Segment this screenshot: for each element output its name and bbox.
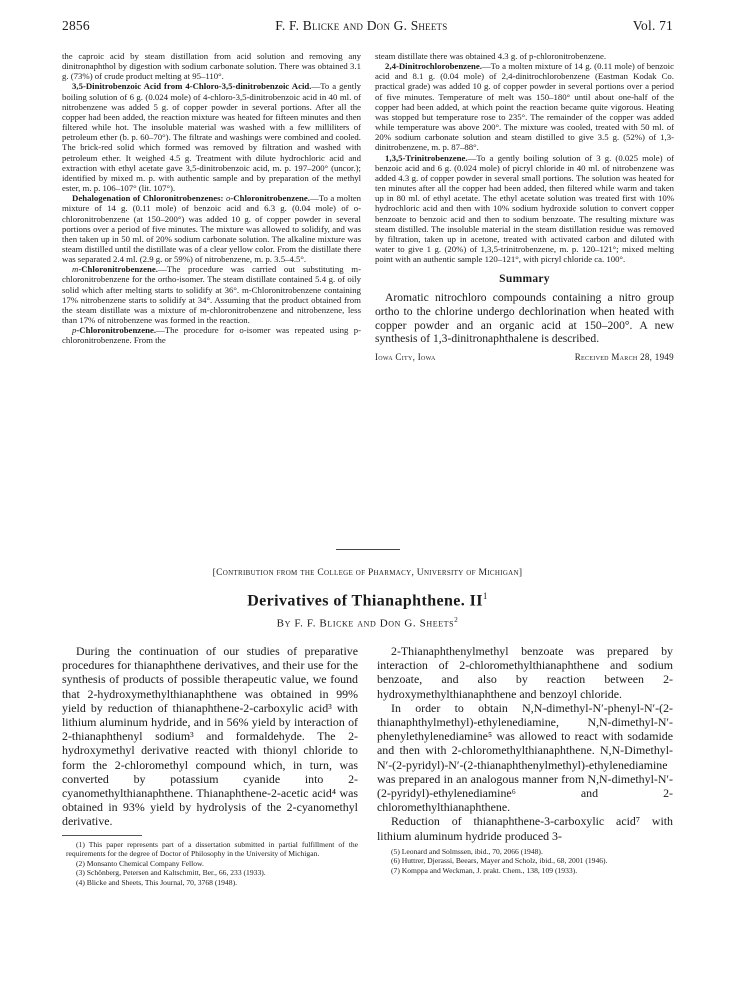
procedure-heading: -Chloronitrobenzene.	[76, 325, 157, 336]
byline-text: By F. F. Blicke and Don G. Sheets	[276, 617, 455, 630]
procedure-heading-italic: m	[72, 264, 79, 275]
article-column-right	[377, 644, 673, 876]
procedure-heading: -Chloronitrobenzene.	[78, 264, 158, 275]
footnote-2: (2) Monsanto Chemical Company Fellow.	[76, 858, 204, 868]
footnote-4: (4) Blicke and Sheets, This Journal, 70, 3768 (1948).	[76, 878, 237, 888]
procedure-heading: 1,3,5-Trinitrobenzene.	[385, 152, 468, 163]
footnote-7: (7) Komppa and Weckman, J. prakt. Chem., 138, 109 (1933).	[391, 866, 578, 876]
byline	[62, 616, 673, 630]
summary-text: Aromatic nitrochloro compounds containing a nitro group ortho to the chlorine undergo dechlorination when heated with copper powder and an organic acid at 150–200°. A new synthesis of 1,3-dinitronaphthalene is described.	[375, 291, 674, 346]
footnote-5: (5) Leonard and Solmssen, ibid., 70, 2066 (1948).	[391, 846, 543, 856]
article-paragraph: In order to obtain N,N-dimethyl-N′-phenyl-N′-(2-thianaphthylmethyl)-ethylenediamine, N,N-dimethyl-N′-phenylethylenediamine⁵ was allowed to react with sodamide and then with 2-chloromethylthianaphthene. N,N-Dimethyl-N′-(2-pyridyl)-N′-(2-thianaphthenylmethyl)-ethylenediamine was prepared in an analogous manner from N,N-dimethyl-N′-(2-pyridyl)-ethylenediamine⁶ and 2-chloromethylthianaphthene.	[377, 700, 673, 815]
procedure-heading-italic: o	[225, 193, 231, 204]
page-number: 2856	[62, 18, 90, 33]
summary-heading: Summary	[499, 273, 550, 286]
title-footnote-marker: 1	[482, 591, 488, 601]
section-divider	[336, 549, 400, 550]
contribution-line: [Contribution from the College of Pharmacy, University of Michigan]	[212, 568, 523, 578]
procedure-heading: 2,4-Dinitrochlorobenzene.	[385, 61, 482, 72]
procedure-body: —To a molten mixture of 14 g. (0.11 mole) of benzoic acid and 6.3 g. (0.04 mole) of o-chloronitrobenzene (at 150–200°) was added 10 g. of copper powder in several portions over a period of five minutes. The mixture was allowed to solidify, and was then taken up in 50 ml. of 20% sodium carbonate solution. The alkaline mixture was steam distilled until the distillate was of a clear yellow color. From the distillate there was separated 2.4 ml. (2.9 g. or 59%) of nitrobenzene, m. p. 3.5–4.5°.	[62, 193, 362, 265]
volume-label: Vol. 71	[632, 18, 673, 33]
experimental-column-left	[62, 51, 361, 346]
procedure-o-chloronitrobenzene	[62, 193, 361, 264]
experimental-column-right	[375, 51, 674, 362]
city-label: Iowa City, Iowa	[375, 351, 436, 362]
footnote-3: (3) Schönberg, Petersen and Kaltschmitt, Ber., 66, 233 (1933).	[76, 868, 266, 878]
byline-footnote-marker: 2	[454, 616, 459, 624]
article-paragraph: During the continuation of our studies of preparative procedures for thianaphthene derivatives, and their use for the synthesis of products of possible therapeutic value, we found that 2-hydroxymethylthianaphthene was obtained in 99% yield by reduction of thianaphthene-2-carboxylic acid³ with lithium aluminum hydride, and in 56% yield by interaction of 2-thianaphthenyl sodium³ and formaldehyde. The 2-hydroxymethyl derivative reacted with thionyl chloride to form the 2-chloromethyl compound which, in turn, was converted by potassium cyanide into 2-cyanomethylthianaphthene. Thianaphthene-2-acetic acid⁴ was obtained in 93% yield by hydrolysis of the 2-cyanomethyl derivative.	[62, 644, 358, 829]
article-title-text: Derivatives of Thianaphthene. II	[247, 592, 483, 610]
procedure-dinitrobenzoic	[62, 81, 361, 193]
procedure-heading: Dehalogenation of Chloronitrobenzenes:	[72, 193, 224, 204]
procedure-heading-italic: p	[72, 325, 77, 336]
procedure-dinitrochlorobenzene	[375, 61, 674, 152]
procedure-heading: 3,5-Dinitrobenzoic Acid from 4-Chloro-3,5-dinitrobenzoic Acid.	[72, 81, 312, 92]
received-date: Received March 28, 1949	[574, 351, 674, 362]
footnote-6: (6) Huttrer, Djerassi, Beears, Mayer and Scholz, ibid., 68, 2001 (1946).	[391, 856, 608, 866]
procedure-m-chloronitrobenzene	[62, 264, 361, 325]
procedure-body: —To a gently boiling solution of 6 g. (0.024 mole) of 4-chloro-3,5-dinitrobenzoic acid in 40 ml. of nitrobenzene was added 5 g. of copper powder in several portions. After all the copper had been added, the reaction mixture was heated for fifteen minutes and then filtered while hot. The insoluble material was washed with a few milliliters of petroleum ether (b. p. 60–70°). The filtrate and washings were combined and cooled. The brick-red solid which formed was removed by filtration and washed with petroleum ether. It weighed 4.5 g. Treatment with dilute hydrochloric acid and extraction with ethyl acetate gave 3,5-dinitrobenzoic acid, m. p. 197–200° (uncor.); identified by mixed m. p. with authentic sample and by preparation of the methyl ester, m. p. 106–107° (lit. 107°).	[62, 81, 361, 194]
footnote-separator	[62, 835, 142, 836]
running-authors: F. F. Blicke and Don G. Sheets	[275, 18, 448, 33]
article-paragraph: 2-Thianaphthenylmethyl benzoate was prepared by interaction of 2-chloromethylthianaphthene and sodium benzoate, and also by reaction between 2-hydroxymethylthianaphthene and benzoyl chloride.	[377, 644, 673, 701]
affiliation-line	[375, 352, 674, 362]
continued-paragraph: steam distillate there was obtained 4.3 g. of p-chloronitrobenzene.	[375, 51, 607, 61]
article-column-left	[62, 644, 358, 888]
procedure-p-chloronitrobenzene	[62, 325, 361, 345]
procedure-body: —To a molten mixture of 14 g. (0.11 mole) of benzoic acid and 8.1 g. (0.04 mole) of 2,4-dinitrochlorobenzene (Eastman Kodak Co. practical grade) was added 10 g. of copper powder in several portions over a period of five minutes. Temperature of melt was 150–180° until about one-half of the copper had been added, at which point the reaction became quite vigorous. Heating was stopped but temperature rose to 235°. The remainder of the copper was added while temperature was above 200°. The mixture was cooled, treated with 50 ml. of 20% sodium carbonate solution and steam distilled to give 3.5 g. (52%) of 1,3-dinitrobenzene, m. p. 87–88°.	[375, 61, 674, 153]
running-header	[62, 18, 673, 34]
continued-paragraph: the caproic acid by steam distillation from acid solution and removing any dinitronaphthol by digestion with sodium carbonate solution. There was obtained 3.1 g. (73%) of crude product melting at 95–110°.	[62, 51, 361, 82]
procedure-body: —The procedure was carried out substituting m-chloronitrobenzene for the ortho-isomer. The steam distillate contained 5.4 g. of oily solid which after melting starts to solidify at 36°. m-Chloronitrobenzene containing 17% nitrobenzene starts to solidify at 34°. Assuming that the product obtained from the steam distillate was a mixture of m-chloronitrobenzene and nitrobenzene, less than 17% of nitrobenzene was formed in the reaction.	[62, 264, 361, 326]
procedure-heading: -Chloronitrobenzene.	[230, 193, 310, 204]
article-paragraph: Reduction of thianaphthene-3-carboxylic acid⁷ with lithium aluminum hydride produced 3-	[377, 814, 673, 843]
footnote-1: (1) This paper represents part of a dissertation submitted in partial fulfillment of the requirements for the degree of Doctor of Philosophy in the University of Michigan.	[66, 839, 358, 859]
procedure-trinitrobenzene	[375, 153, 674, 265]
procedure-body: —To a gently boiling solution of 3 g. (0.025 mole) of benzoic acid and 6 g. (0.024 mole) of picryl chloride in 40 ml. of nitrobenzene was added 4.3 g. of copper powder in several small portions. The solution was heated for ten minutes after all the copper had been added, then filtered while warm and taken up in 80 ml. of ethyl acetate. The ethyl acetate solution was treated first with 10% hydrochloric acid and then with 10% sodium hydroxide solution to convert copper benzoate to benzoic acid and then to sodium benzoate. The resulting mixture was steam distilled. The insoluble material in the steam distillation residue was removed by filtration, taken up in acetone, treated with activated carbon and diluted with water to give 1 g. (20%) of 1,3,5-trinitrobenzene, m. p. 120–121°; mixed melting point with an authentic sample 120–121°, with picryl chloride ca. 100°.	[375, 152, 674, 265]
procedure-body: —The procedure for o-isomer was repeated using p-chloronitrobenzene. From the	[62, 325, 361, 346]
article-title	[62, 591, 673, 610]
